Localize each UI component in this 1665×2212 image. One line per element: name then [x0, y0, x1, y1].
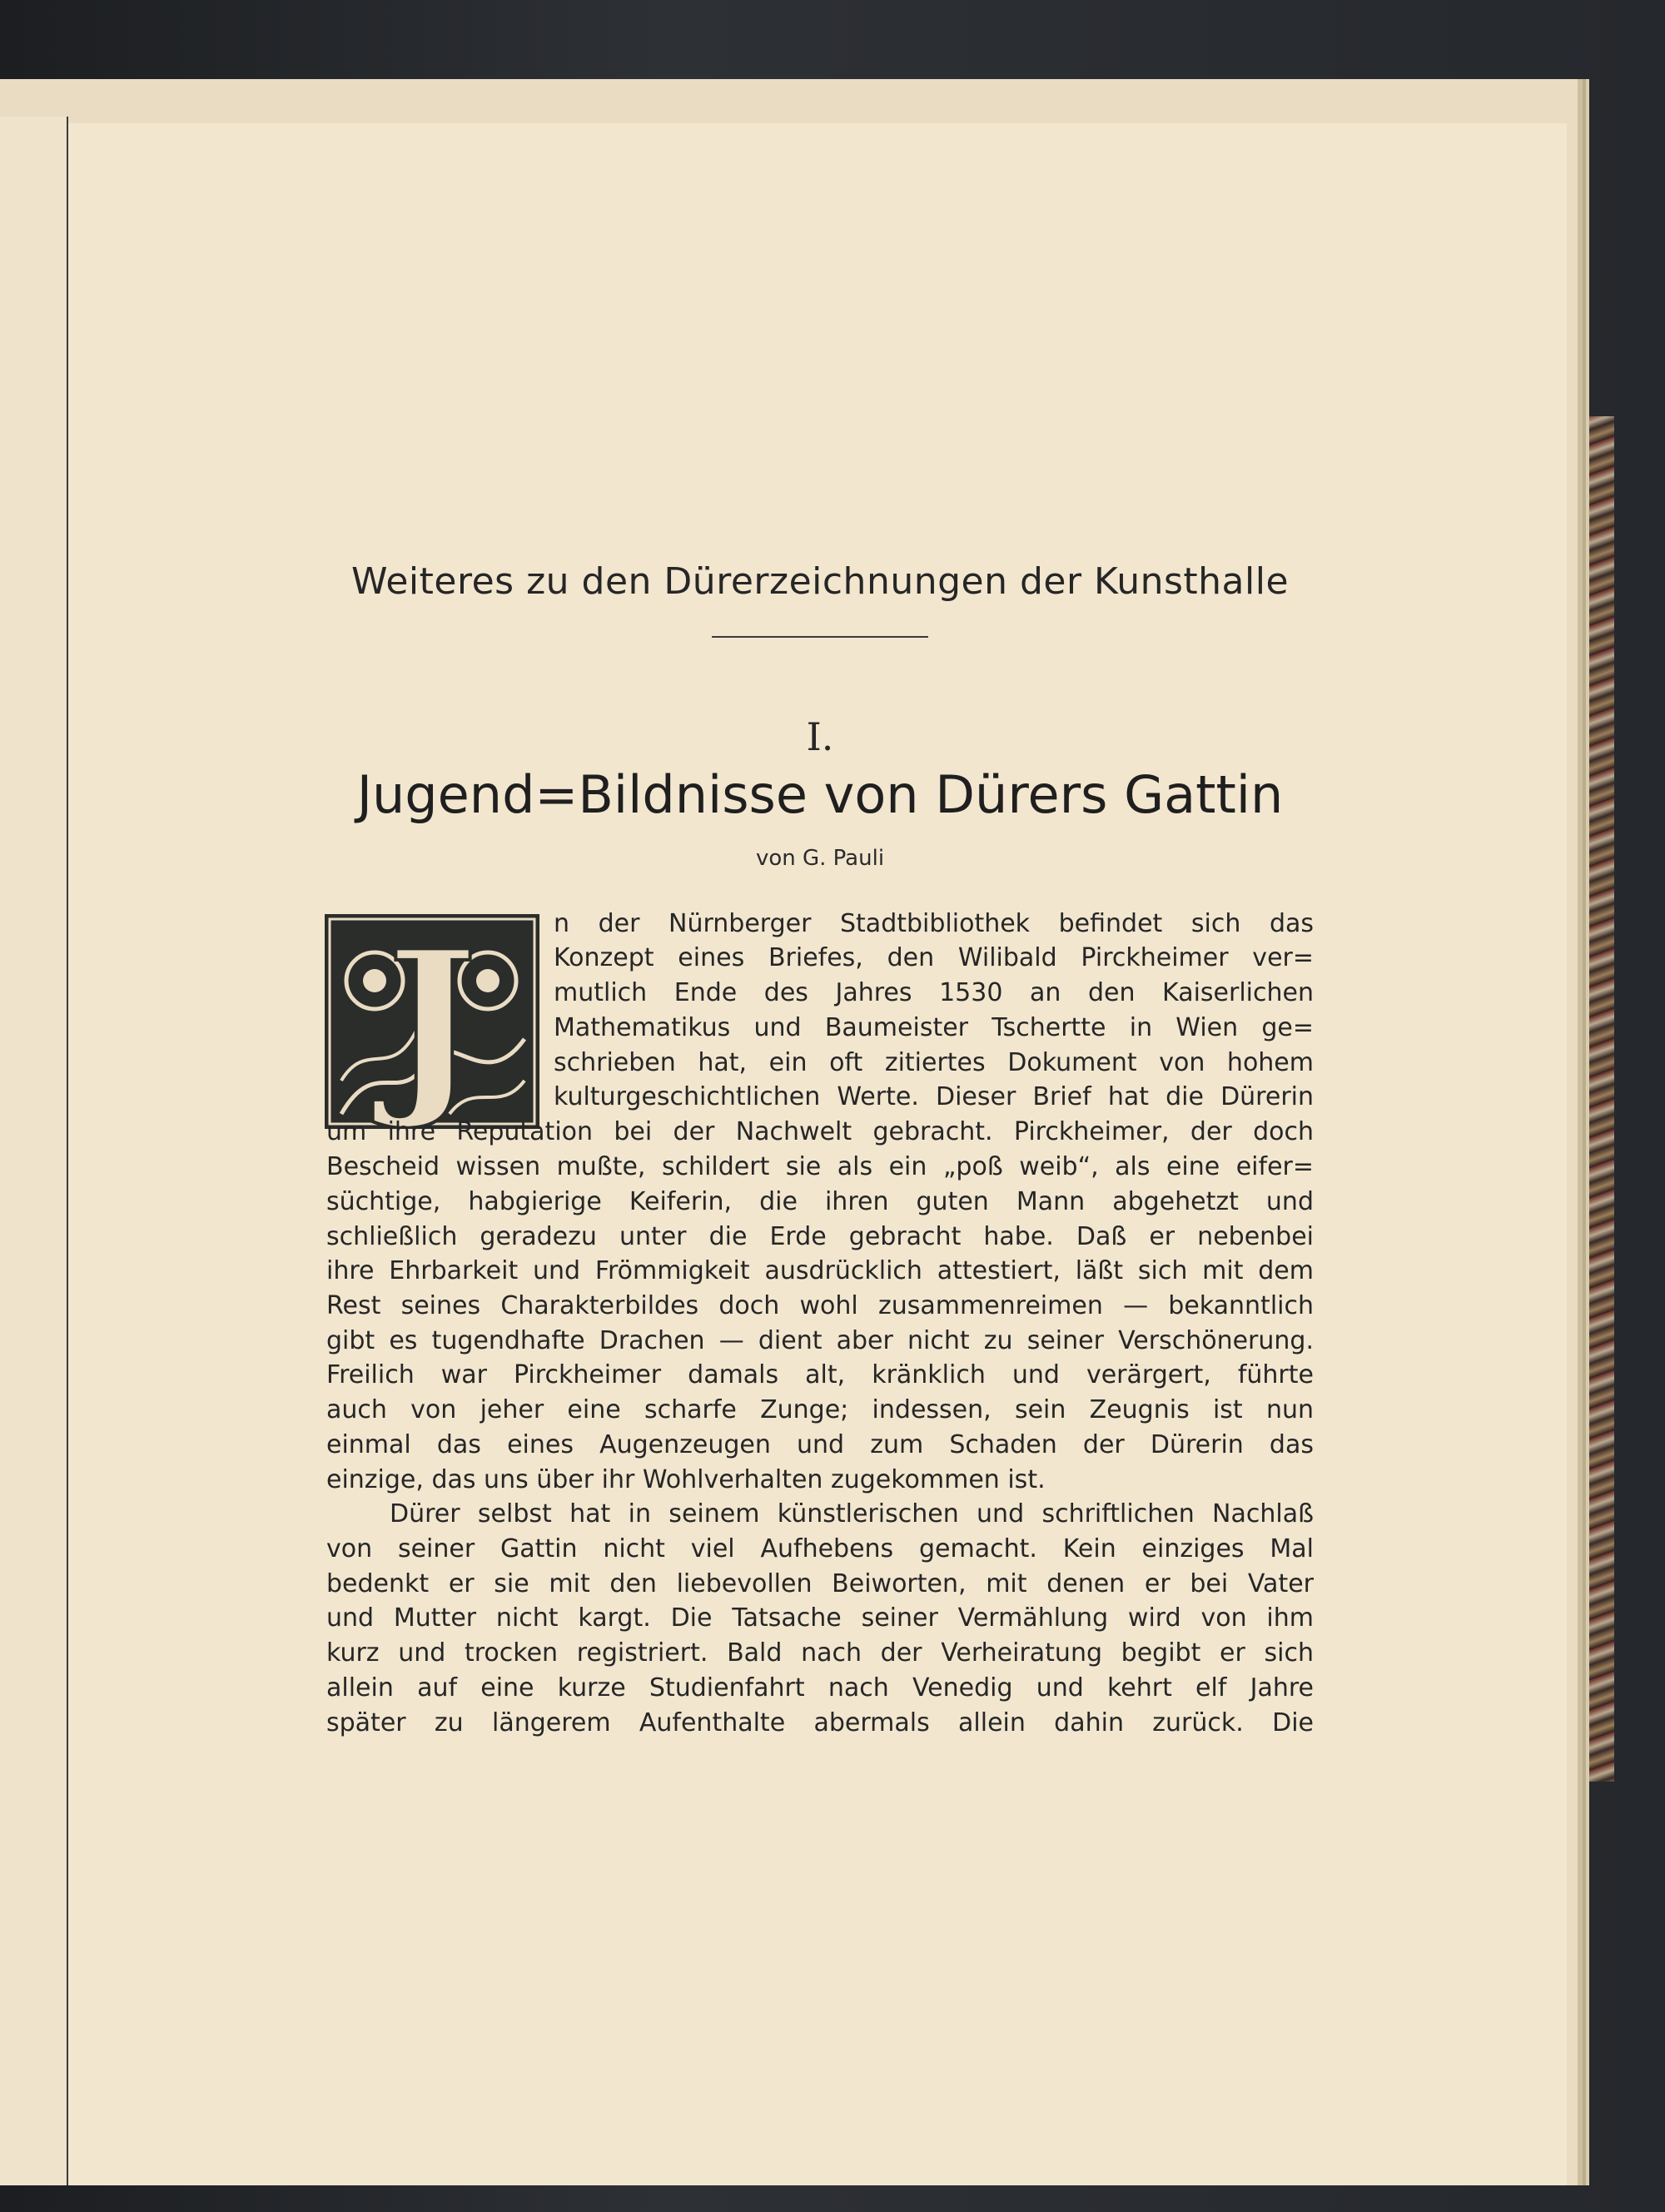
text-line: einzige, das uns über ihr Wohlverhalten zugekommen ist.	[326, 1465, 1046, 1494]
article-title: Jugend=Bildnisse von Dürers Gattin	[356, 764, 1284, 825]
text-line: mutlich Ende des Jahres 1530 an den Kaiserlichen	[554, 978, 1314, 1007]
text-line: kurz und trocken registriert. Bald nach der Verheiratung begibt er sich	[326, 1638, 1314, 1668]
text-line: allein auf eine kurze Studienfahrt nach Venedig und kehrt elf Jahre	[326, 1673, 1314, 1702]
text-line: schrieben hat, ein oft zitiertes Dokument von hohem	[554, 1048, 1314, 1077]
article-byline: von G. Pauli	[755, 846, 885, 871]
marbled-page-edge	[1586, 416, 1614, 1782]
ornamental-initial	[325, 914, 539, 1129]
text-line: kulturgeschichtlichen Werte. Dieser Brief hat die Dürerin	[554, 1082, 1314, 1111]
chapter-numeral: I.	[806, 714, 834, 759]
text-line: auch von jeher eine scharfe Zunge; indessen, sein Zeugnis ist nun	[326, 1395, 1314, 1424]
text-line: Dürer selbst hat in seinem künstlerischen und schriftlichen Nachlaß	[390, 1499, 1314, 1529]
text-line: bedenkt er sie mit den liebevollen Beiworten, mit denen er bei Vater	[326, 1569, 1314, 1598]
text-line: von seiner Gattin nicht viel Aufhebens gemacht. Kein einziges Mal	[326, 1534, 1314, 1563]
initial-letter: J	[386, 914, 478, 1129]
heading-divider	[712, 636, 928, 638]
section-heading: Weiteres zu den Dürerzeichnungen der Kunsthalle	[350, 560, 1290, 603]
text-line: Freilich war Pirckheimer damals alt, kränklich und verärgert, führte	[326, 1360, 1314, 1389]
text-line: einmal das eines Augenzeugen und zum Schaden der Dürerin das	[326, 1430, 1314, 1459]
text-line: n der Nürnberger Stadtbibliothek befindet sich das	[554, 909, 1314, 938]
text-line: Konzept eines Briefes, den Wilibald Pirckheimer ver=	[554, 943, 1314, 972]
text-line: süchtige, habgierige Keiferin, die ihren guten Mann abgehetzt und	[326, 1187, 1314, 1216]
text-line: ihre Ehrbarkeit und Frömmigkeit ausdrücklich attestiert, läßt sich mit dem	[326, 1256, 1314, 1285]
text-line: Rest seines Charakterbildes doch wohl zusammenreimen — bekanntlich	[326, 1291, 1314, 1320]
book-page	[68, 123, 1567, 2185]
text-line: Mathematikus und Baumeister Tschertte in Wien ge=	[554, 1013, 1314, 1042]
text-line: schließlich geradezu unter die Erde gebracht habe. Daß er nebenbei	[326, 1222, 1314, 1251]
text-line: Bescheid wissen mußte, schildert sie als ein „poß weib“, als eine eifer=	[326, 1152, 1314, 1181]
left-page-edge	[0, 117, 68, 2185]
text-line: später zu längerem Aufenthalte abermals allein dahin zurück. Die	[326, 1708, 1314, 1737]
text-line: um ihre Reputation bei der Nachwelt gebracht. Pirckheimer, der doch	[326, 1117, 1314, 1146]
text-line: und Mutter nicht kargt. Die Tatsache seiner Vermählung wird von ihm	[326, 1603, 1314, 1633]
text-line: gibt es tugendhafte Drachen — dient aber nicht zu seiner Verschönerung.	[326, 1326, 1314, 1355]
